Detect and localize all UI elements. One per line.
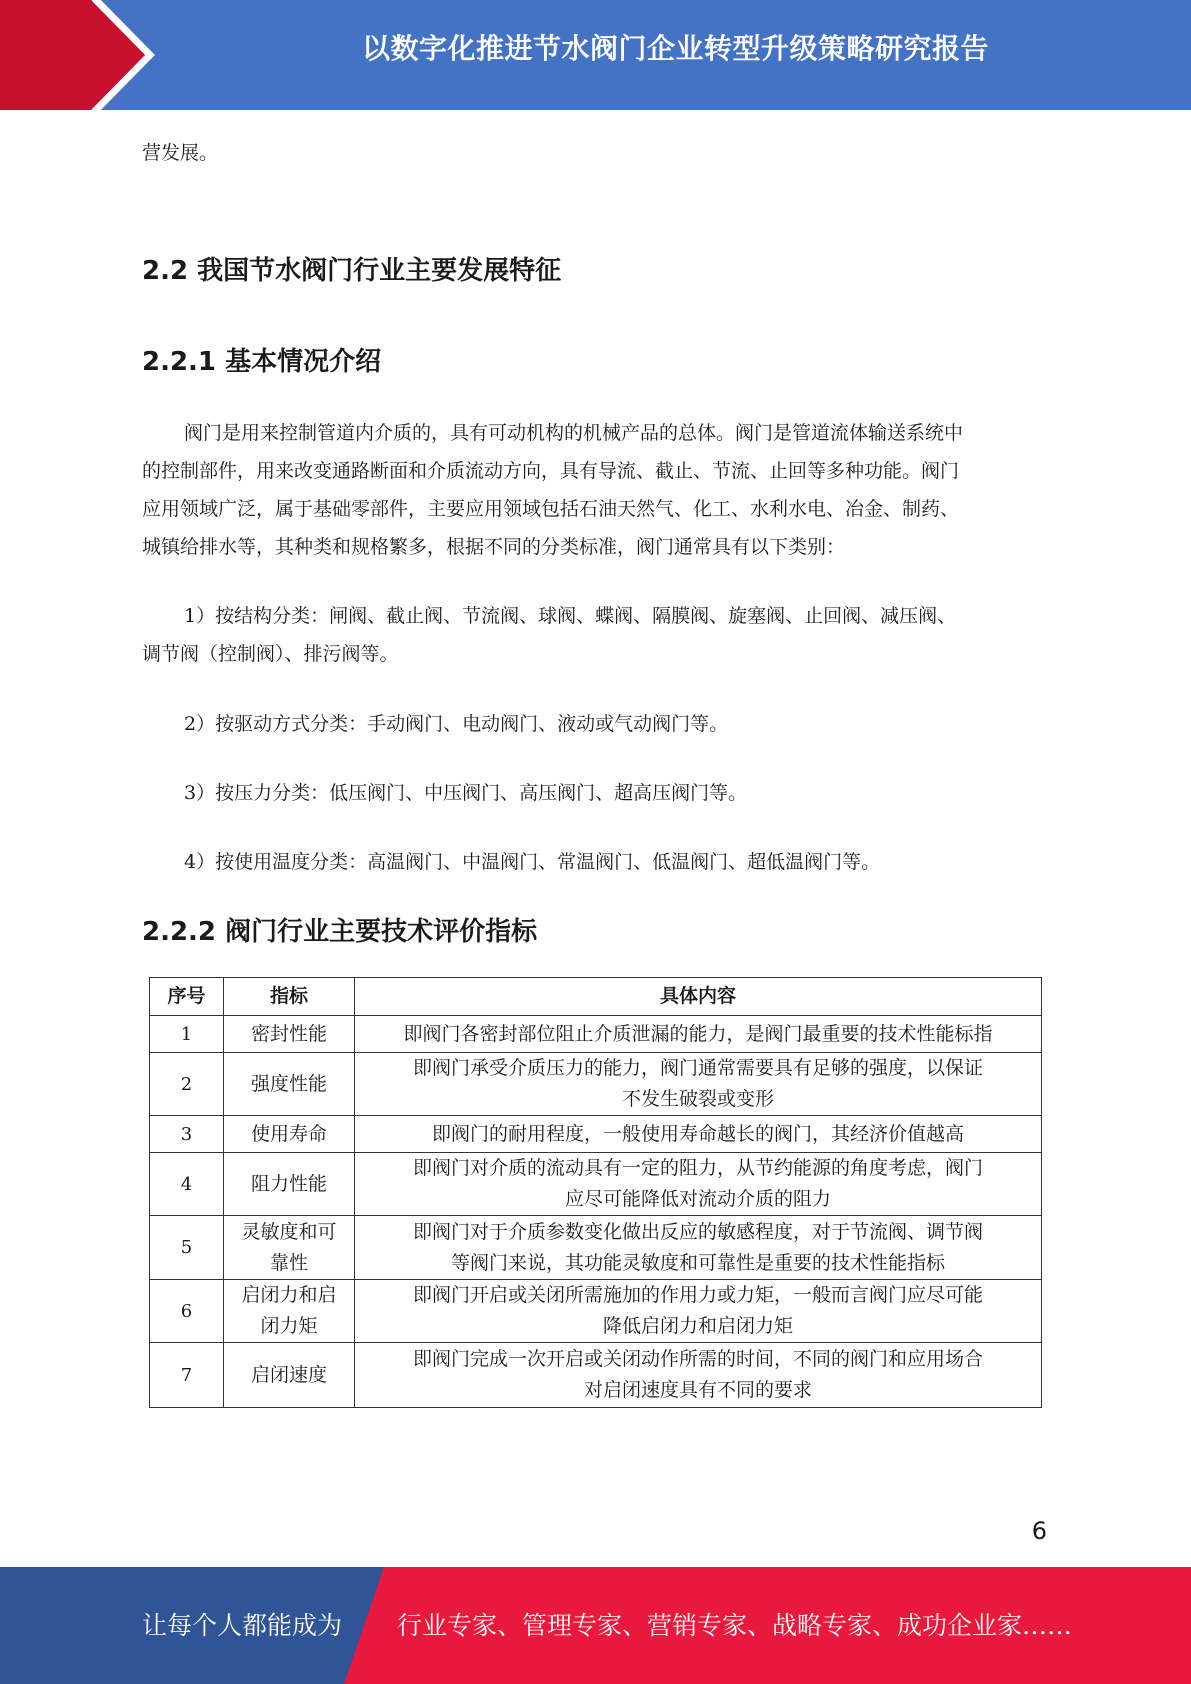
cell-line: 强度性能 [250, 1072, 327, 1095]
cell-no: 5 [150, 1216, 224, 1280]
cell-content [355, 1216, 1042, 1280]
page-footer [0, 1567, 1191, 1684]
cell-content [355, 1153, 1042, 1216]
table-row [150, 1343, 1042, 1408]
cell-content [355, 1116, 1042, 1153]
evaluation-index-table [149, 977, 1042, 1408]
cell-line: 即阀门完成一次开启或关闭动作所需的时间，不同的阀门和应用场合 [412, 1348, 983, 1370]
paragraph-line: 1）按结构分类：闸阀、截止阀、节流阀、球阀、蝶阀、隔膜阀、旋塞阀、止回阀、减压阀、 [184, 605, 957, 627]
cell-line: 即阀门对介质的流动具有一定的阻力，从节约能源的角度考虑，阀门 [412, 1157, 983, 1179]
cell-line: 阻力性能 [250, 1172, 327, 1195]
section-heading-2-2-2: 2.2.2 阀门行业主要技术评价指标 [142, 917, 538, 947]
paragraph-line: 城镇给排水等，其种类和规格繁多，根据不同的分类标准，阀门通常具有以下类别： [142, 536, 846, 558]
page-header [0, 0, 1191, 110]
table-row [150, 1016, 1042, 1053]
carry-over-text: 营发展。 [142, 142, 219, 164]
cell-content [355, 1053, 1042, 1116]
cell-index [224, 1053, 355, 1116]
table-row [150, 1280, 1042, 1343]
cell-line: 即阀门对于介质参数变化做出反应的敏感程度，对于节流阀、调节阀 [412, 1220, 983, 1243]
cell-line: 启闭速度 [250, 1363, 327, 1386]
cell-content [355, 1016, 1042, 1053]
section-heading-2-2: 2.2 我国节水阀门行业主要发展特征 [142, 256, 562, 286]
cell-index [224, 1280, 355, 1343]
cell-no: 7 [150, 1343, 224, 1408]
cell-content [355, 1280, 1042, 1343]
cell-index [224, 1343, 355, 1408]
cell-line: 对启闭速度具有不同的要求 [583, 1379, 812, 1401]
cell-line: 启闭力和启 [241, 1284, 337, 1306]
cell-index [224, 1216, 355, 1280]
paragraph-line: 应用领域广泛，属于基础零部件，主要应用领域包括石油天然气、化工、水利水电、冶金、制药、 [142, 498, 960, 520]
table-row [150, 1216, 1042, 1280]
table-row [150, 1053, 1042, 1116]
footer-slogan-right: 行业专家、管理专家、营销专家、战略专家、成功企业家…… [397, 1611, 1073, 1640]
cell-content [355, 1343, 1042, 1408]
cell-no: 1 [150, 1016, 224, 1053]
cell-index [224, 1153, 355, 1216]
cell-line: 即阀门各密封部位阻止介质泄漏的能力，是阀门最重要的技术性能标指 [403, 1022, 993, 1045]
table-header-row [150, 978, 1042, 1016]
cell-line: 即阀门开启或关闭所需施加的作用力或力矩，一般而言阀门应尽可能 [412, 1284, 983, 1306]
classification-pressure: 3）按压力分类：低压阀门、中压阀门、高压阀门、超高压阀门等。 [184, 782, 748, 804]
report-title: 以数字化推进节水阀门企业转型升级策略研究报告 [361, 32, 989, 65]
cell-line: 不发生破裂或变形 [621, 1088, 774, 1110]
classification-drive: 2）按驱动方式分类：手动阀门、电动阀门、液动或气动阀门等。 [184, 713, 729, 735]
section-heading-2-2-1: 2.2.1 基本情况介绍 [142, 347, 382, 377]
cell-line: 灵敏度和可 [241, 1220, 337, 1243]
footer-slogan-left: 让每个人都能成为 [142, 1611, 343, 1640]
paragraph-line: 调节阀（控制阀）、排污阀等。 [142, 643, 399, 665]
cell-no: 3 [150, 1116, 224, 1153]
cell-index [224, 1016, 355, 1053]
cell-no: 2 [150, 1053, 224, 1116]
table-row [150, 1116, 1042, 1153]
header-cell-content: 具体内容 [355, 978, 1042, 1016]
cell-line: 靠性 [269, 1251, 308, 1274]
classification-temperature: 4）按使用温度分类：高温阀门、中温阀门、常温阀门、低温阀门、超低温阀门等。 [184, 851, 881, 873]
cell-no: 6 [150, 1280, 224, 1343]
cell-line: 即阀门的耐用程度，一般使用寿命越长的阀门，其经济价值越高 [431, 1122, 964, 1145]
header-cell-index: 指标 [224, 978, 355, 1016]
cell-line: 密封性能 [250, 1022, 327, 1045]
cell-line: 即阀门承受介质压力的能力，阀门通常需要具有足够的强度，以保证 [412, 1057, 983, 1079]
cell-line: 应尽可能降低对流动介质的阻力 [564, 1188, 831, 1210]
table-row [150, 1153, 1042, 1216]
header-cell-no: 序号 [150, 978, 224, 1016]
page-number: 6 [1031, 1517, 1047, 1545]
header-arrow-decoration [0, 0, 160, 110]
cell-index [224, 1116, 355, 1153]
cell-line: 闭力矩 [260, 1315, 318, 1337]
cell-no: 4 [150, 1153, 224, 1216]
paragraph-line: 的控制部件，用来改变通路断面和介质流动方向，具有导流、截止、节流、止回等多种功能。阀门 [142, 460, 960, 482]
cell-line: 等阀门来说，其功能灵敏度和可靠性是重要的技术性能指标 [450, 1251, 945, 1274]
cell-line: 降低启闭力和启闭力矩 [602, 1315, 793, 1337]
paragraph-line: 阀门是用来控制管道内介质的，具有可动机构的机械产品的总体。阀门是管道流体输送系统中 [184, 422, 964, 444]
cell-line: 使用寿命 [250, 1122, 327, 1145]
